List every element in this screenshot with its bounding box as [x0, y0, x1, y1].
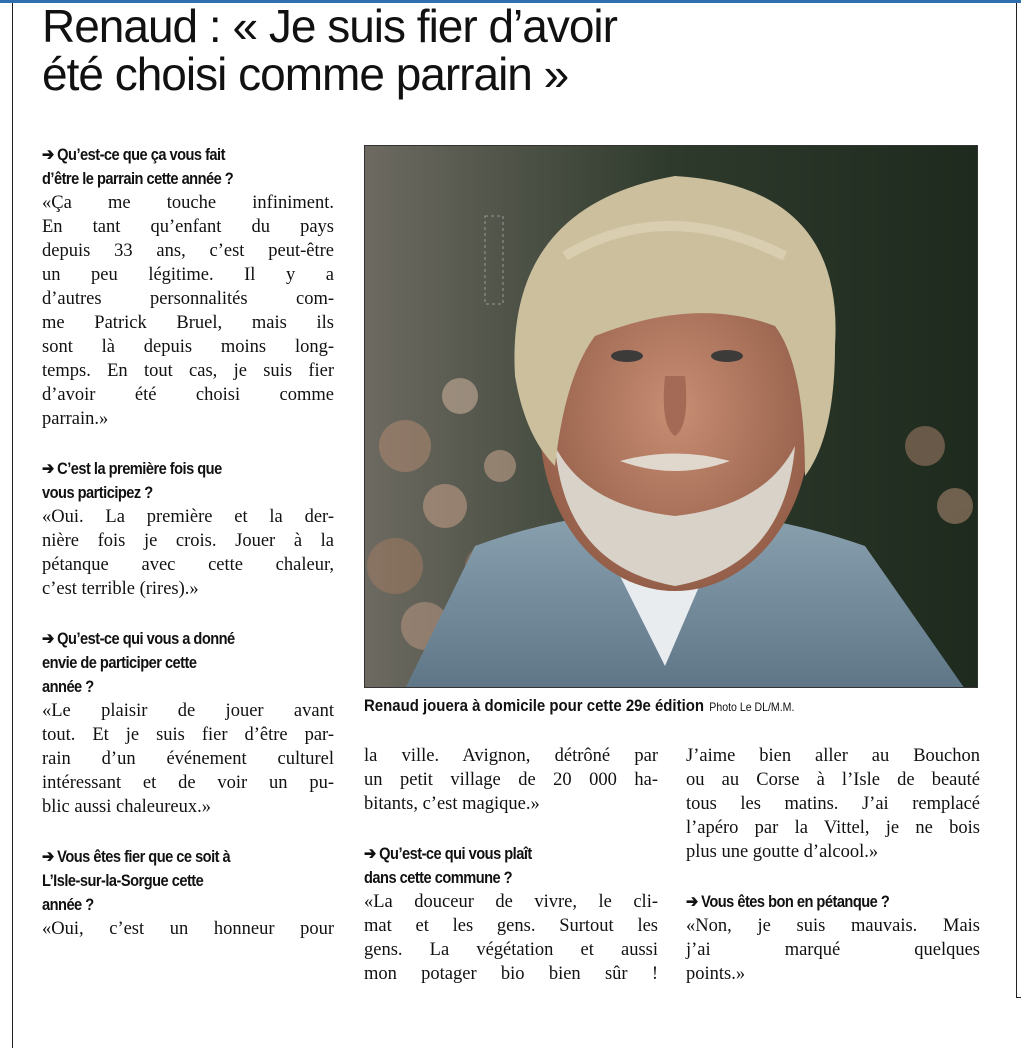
question-4 [42, 845, 334, 917]
answer-2-line: pétanque avec cette chaleur, [42, 555, 334, 575]
photo-caption [364, 695, 927, 718]
arrow-icon: ➔ [42, 145, 54, 164]
answer-5-line: mat et les gens. Surtout les [364, 916, 658, 936]
question-1-line-1: Qu’est-ce que ça vous fait [57, 145, 225, 164]
question-4-line-1: Vous êtes fier que ce soit à [57, 847, 231, 866]
answer-2-line: nière fois je crois. Jouer à la [42, 531, 334, 551]
answer-4-line: un petit village de 20 000 ha- [364, 770, 658, 790]
answer-6-line: points.» [686, 964, 746, 984]
answer-5-line: mon potager bio bien sûr ! [364, 964, 658, 984]
headline-line-1: Renaud : « Je suis fier d’avoir [42, 0, 617, 52]
answer-6 [686, 914, 980, 986]
bottom-right-rule [1016, 997, 1021, 998]
arrow-icon: ➔ [364, 844, 376, 863]
answer-5-line: l’apéro par la Vittel, je ne bois [686, 818, 980, 838]
answer-5-line: ou au Corse à l’Isle de beauté [686, 770, 980, 790]
photo-credit: Photo Le DL/M.M. [709, 700, 795, 714]
answer-2-line: «Oui. La première et la der- [42, 507, 334, 527]
question-5-line-1: Qu’est-ce qui vous plaît [379, 844, 532, 863]
question-6 [686, 890, 978, 914]
arrow-icon: ➔ [42, 847, 54, 866]
question-3-line-1: Qu’est-ce qui vous a donné [57, 629, 235, 648]
answer-3 [42, 699, 334, 819]
answer-4-continued [364, 744, 658, 816]
column-2 [364, 744, 658, 986]
answer-5-line: «La douceur de vivre, le cli- [364, 892, 658, 912]
question-3-line-3: année ? [42, 677, 94, 696]
answer-1-line: me Patrick Bruel, mais ils [42, 313, 334, 333]
question-1 [42, 143, 334, 191]
answer-1-line: temps. En tout cas, je suis fier [42, 361, 334, 381]
renaud-photo [364, 145, 978, 688]
question-4-line-2: L’Isle-sur-la-Sorgue cette [42, 871, 204, 890]
column-1 [42, 143, 334, 941]
answer-5-line: tous les matins. J’ai remplacé [686, 794, 980, 814]
question-5-line-2: dans cette commune ? [364, 868, 513, 887]
answer-4-line: «Oui, c’est un honneur pour [42, 919, 334, 939]
arrow-icon: ➔ [42, 629, 54, 648]
answer-5-line: gens. La végétation et aussi [364, 940, 658, 960]
answer-3-line: tout. Et je suis fier d’être par- [42, 725, 334, 745]
answer-5-continued [686, 744, 980, 864]
answer-3-line: rain d’un événement culturel [42, 749, 334, 769]
answer-1-line: d’autres personnalités com- [42, 289, 334, 309]
question-6-line-1: Vous êtes bon en pétanque ? [701, 892, 890, 911]
right-column-rule [1016, 3, 1017, 998]
answer-1-line: un peu légitime. Il y a [42, 265, 334, 285]
caption-text: Renaud jouera à domicile pour cette 29e édition [364, 696, 705, 715]
headline-line-2: été choisi comme parrain » [42, 48, 569, 100]
arrow-icon: ➔ [42, 459, 54, 478]
left-column-rule [12, 3, 13, 1048]
answer-1-line: sont là depuis moins long- [42, 337, 334, 357]
answer-3-line: blic aussi chaleureux.» [42, 797, 212, 817]
answer-1-line: d’avoir été choisi comme [42, 385, 334, 405]
question-5 [364, 842, 656, 890]
question-2 [42, 457, 334, 505]
question-4-line-3: année ? [42, 895, 94, 914]
answer-4-line: bitants, c’est magique.» [364, 794, 540, 814]
question-2-line-1: C’est la première fois que [57, 459, 222, 478]
answer-1-line: En tant qu’enfant du pays [42, 217, 334, 237]
answer-6-line: «Non, je suis mauvais. Mais [686, 916, 980, 936]
answer-5-line: plus une goutte d’alcool.» [686, 842, 879, 862]
question-3-line-2: envie de participer cette [42, 653, 197, 672]
question-1-line-2: d’être le parrain cette année ? [42, 169, 234, 188]
answer-1 [42, 191, 334, 431]
question-2-line-2: vous participez ? [42, 483, 153, 502]
answer-5-line: J’aime bien aller au Bouchon [686, 746, 980, 766]
arrow-icon: ➔ [686, 892, 698, 911]
answer-6-line: j’ai marqué quelques [686, 940, 980, 960]
answer-1-line: depuis 33 ans, c’est peut-être [42, 241, 334, 261]
answer-4 [42, 917, 334, 941]
headline [42, 2, 617, 98]
answer-2-line: c’est terrible (rires).» [42, 579, 199, 599]
answer-1-line: «Ça me touche infiniment. [42, 193, 334, 213]
answer-5 [364, 890, 658, 986]
answer-3-line: intéressant et de voir un pu- [42, 773, 334, 793]
answer-4-line: la ville. Avignon, détrôné par [364, 746, 658, 766]
answer-3-line: «Le plaisir de jouer avant [42, 701, 334, 721]
answer-2 [42, 505, 334, 601]
question-3 [42, 627, 334, 699]
answer-1-line: parrain.» [42, 409, 109, 429]
column-3 [686, 744, 980, 986]
portrait-illustration [365, 146, 978, 688]
